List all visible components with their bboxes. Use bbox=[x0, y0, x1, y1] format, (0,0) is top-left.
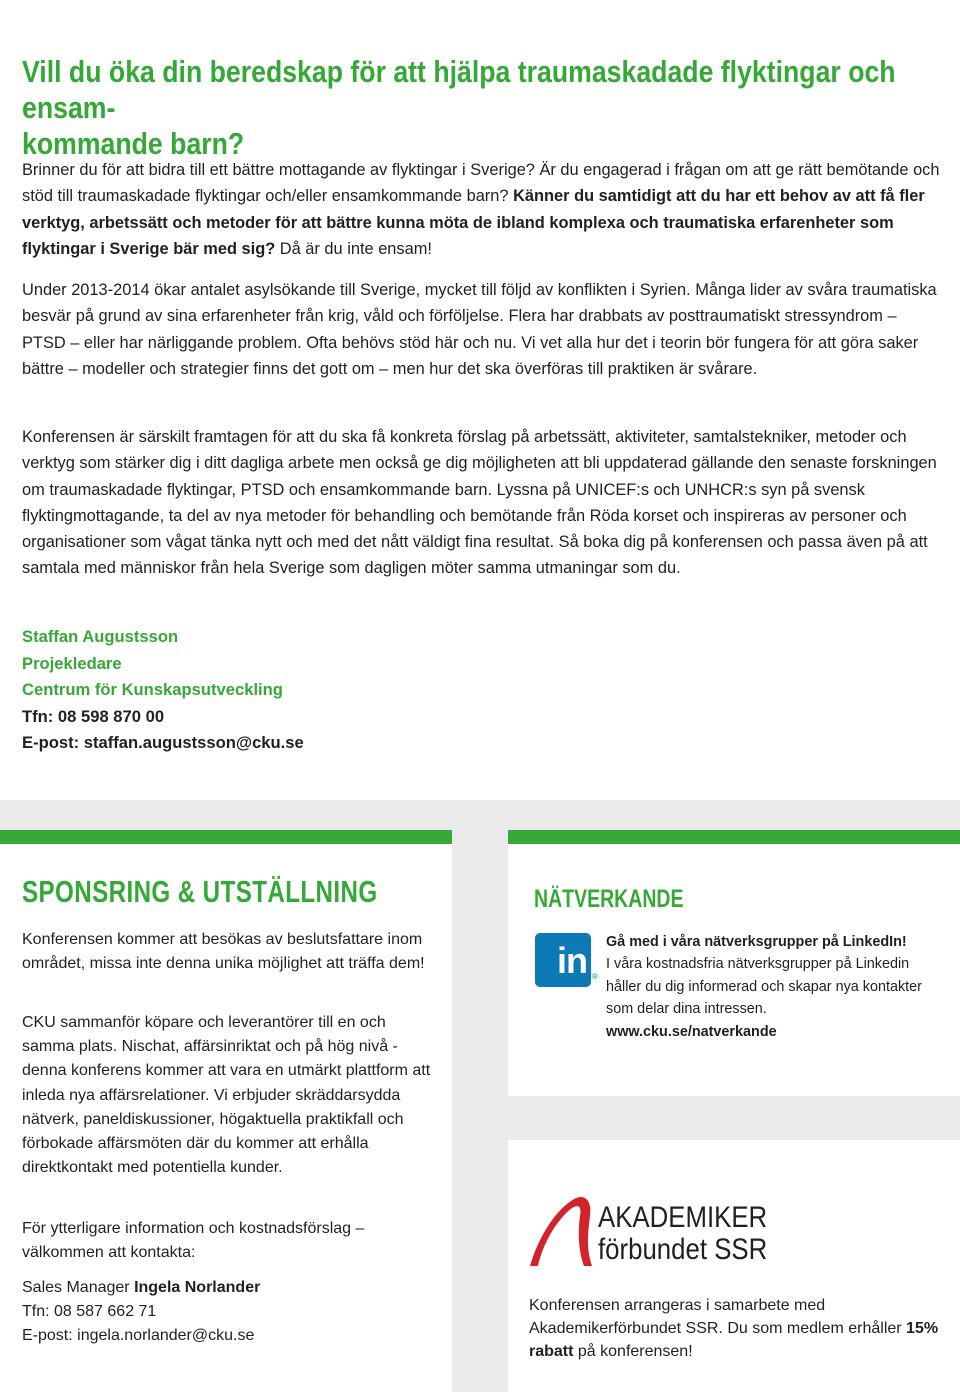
sales-contact bbox=[22, 1276, 432, 1349]
contact-block bbox=[22, 624, 304, 757]
sponsring-paragraph-2: CKU sammanför köpare och leverantörer till en och samma plats. Nischat, affärsinriktat och på hög nivå - denna konferens kommer att vara en utmärkt plattform att inleda nya affärsrelationer. Vi erbjuder skräddarsydda nätverk, paneldiskussioner, högaktuella praktikfall och förbokade affärsmöten där du kommer att erhålla direktkontakt med potentiella kunder. bbox=[22, 1014, 431, 1177]
sales-phone: Tfn: 08 587 662 71 bbox=[22, 1303, 157, 1321]
sponsring-paragraph-1: Konferensen kommer att besökas av beslutsfattare inom området, missa inte denna unika möjlighet att träffa dem! bbox=[22, 931, 425, 973]
natverkande-title: NÄTVERKANDE bbox=[534, 885, 684, 913]
akademiker-logo-line-1: AKADEMIKER bbox=[598, 1201, 768, 1234]
panel-accent-bar bbox=[0, 830, 452, 844]
headline-line-1: Vill du öka din beredskap för att hjälpa traumaskadade flyktingar och ensam- bbox=[22, 54, 896, 125]
headline-line-2: kommande barn? bbox=[22, 126, 245, 161]
akademiker-logo-line-2: förbundet SSR bbox=[598, 1233, 768, 1266]
linkedin-logo-text: in bbox=[557, 940, 587, 981]
sponsring-title: SPONSRING & UTSTÄLLNING bbox=[22, 874, 378, 909]
contact-role: Projekledare bbox=[22, 653, 122, 673]
page-headline bbox=[22, 54, 942, 162]
akademiker-text-a: Konferensen arrangeras i samarbete med Akademikerförbundet SSR. Du som medlem erhåller bbox=[529, 1297, 907, 1337]
sales-email[interactable]: E-post: ingela.norlander@cku.se bbox=[22, 1327, 255, 1345]
linkedin-icon[interactable] bbox=[535, 933, 591, 987]
contact-email[interactable]: E-post: staffan.augustsson@cku.se bbox=[22, 733, 304, 752]
akademiker-text-b: på konferensen! bbox=[573, 1343, 693, 1360]
intro-end-text: Då är du inte ensam! bbox=[275, 239, 432, 258]
contact-org: Centrum för Kunskapsutveckling bbox=[22, 680, 283, 699]
intro-paragraph-3: Konferensen är särskilt framtagen för att du ska få konkreta förslag på arbetssätt, aktiviteter, samtalstekniker, metoder och verktyg som stärker dig i ditt dagliga arbete men också ge dig möjligheten att bli uppdaterad gällande den senaste forskningen om traumaskadade flyktingar, PTSD och ensamkommande barn. Lyssna på UNICEF:s och UNHCR:s syn på svensk flyktingmottagande, ta del av nya metoder för behandling och bemötande från Röda korset och inspireras av personer och organisationer som vågat tänka nytt och med det nått väldigt fina resultat. Så boka dig på konferensen och passa även på att samtala med människor från hela Sverige som dagligen möter samma utmaningar som du. bbox=[22, 428, 937, 578]
sales-prefix: Sales Manager bbox=[22, 1279, 135, 1296]
contact-phone: Tfn: 08 598 870 00 bbox=[22, 706, 165, 726]
natverkande-heading: Gå med i våra nätverksgrupper på LinkedIn! bbox=[606, 934, 907, 950]
contact-name: Staffan Augustsson bbox=[22, 627, 179, 646]
discount-text: 15% rabatt bbox=[529, 1320, 939, 1360]
sponsring-paragraph-3: För ytterligare information och kostnadsförslag – välkommen att kontakta: bbox=[22, 1220, 365, 1262]
natverkande-body: I våra kostnadsfria nätverksgrupper på Linkedin håller du dig informerad och skapar nya kontakter som delar dina intressen. bbox=[606, 956, 922, 1018]
registered-mark-icon: ® bbox=[592, 972, 598, 981]
panel-accent-bar bbox=[508, 830, 960, 844]
intro-paragraph-2: Under 2013-2014 ökar antalet asylsökande till Sverige, mycket till följd av konflikten i Syrien. Många lider av svåra traumatiska besvär på grund av sina erfarenheter från krig, våld och förföljelse. Flera har drabbats av posttraumatiskt stressyndrom – PTSD – eller har närliggande problem. Ofta behövs stöd här och nu. Vi vet alla hur det i teorin bör fungera för att göra saker bättre – modeller och strategier finns det gott om – men hur det ska överföras till praktiken är svårare. bbox=[22, 281, 937, 378]
natverkande-text bbox=[606, 931, 946, 1043]
intro-bold-text: Känner du samtidigt att du har ett behov av att få fler verktyg, arbetssätt och metoder för att bättre kunna möta de ibland komplexa och traumatiska erfarenheter som flyktingar i Sverige bär med sig? bbox=[22, 187, 925, 258]
sales-name: Ingela Norlander bbox=[134, 1279, 261, 1296]
intro-paragraph-1 bbox=[22, 157, 940, 262]
intro-text: Brinner du för att bidra till ett bättre mottagande av flyktingar i Sverige? Är du engagerad i frågan om att ge rätt bemötande och stöd till traumaskadade flyktingar och/eller ensamkommande barn? bbox=[22, 161, 940, 206]
akademiker-text bbox=[529, 1294, 949, 1363]
natverkande-link[interactable]: www.cku.se/natverkande bbox=[606, 1023, 777, 1040]
